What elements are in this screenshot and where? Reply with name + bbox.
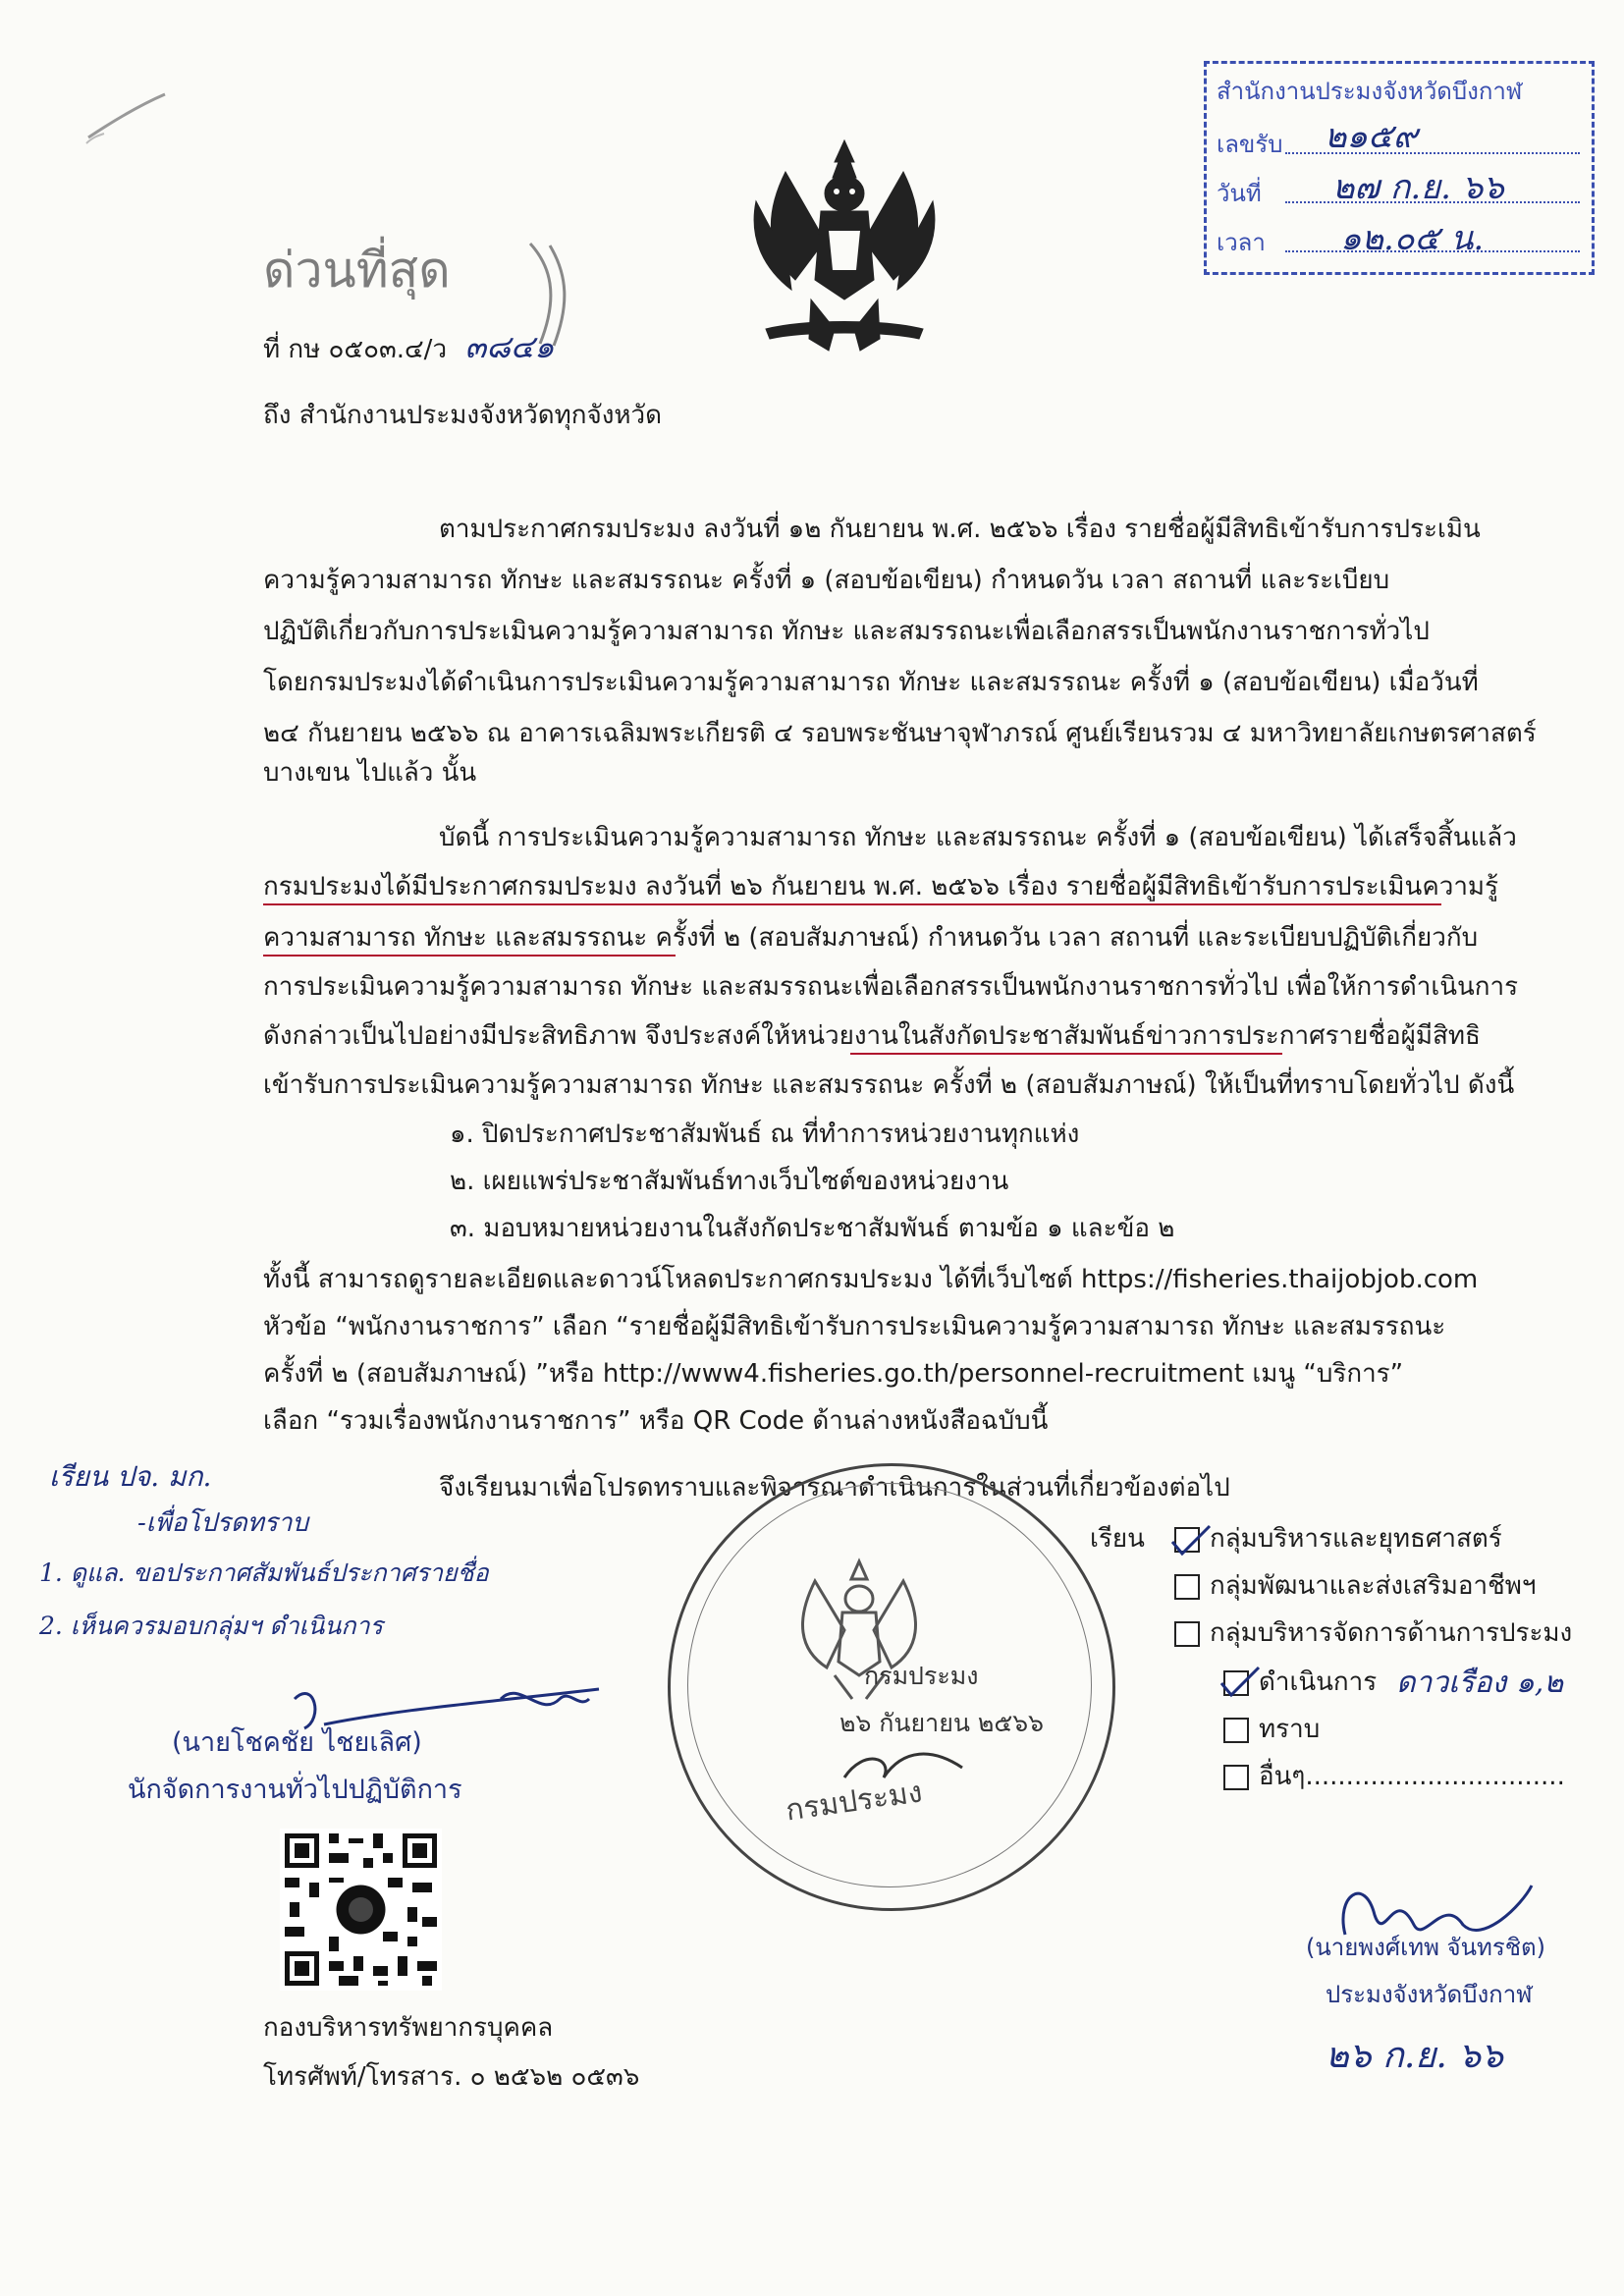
- para3-line-1: ทั้งนี้ สามารถดูรายละเอียดและดาวน์โหลดประกาศกรมประมง ได้ที่เว็บไซต์ https://fisheries.thaijobjob.com: [263, 1265, 1479, 1294]
- route-option-3[interactable]: กลุ่มบริหารจัดการด้านการประมง: [1174, 1618, 1572, 1648]
- para2-line-2: กรมประมงได้มีประกาศกรมประมง ลงวันที่ ๒๖ กันยายน พ.ศ. ๒๕๖๖ เรื่อง รายชื่อผู้มีสิทธิเข้ารับการประเมินความรู้: [263, 872, 1499, 902]
- note-line-4: 2. เห็นควรมอบกลุ่มฯ ดำเนินการ: [39, 1612, 383, 1640]
- check-mark-1: [1168, 1520, 1214, 1559]
- para3-line-4: เลือก “รวมเรื่องพนักงานราชการ” หรือ QR Code ด้านล่างหนังสือฉบับนี้: [263, 1406, 1049, 1436]
- para2-line-1: บัดนี้ การประเมินความรู้ความสามารถ ทักษะ และสมรรถนะ ครั้งที่ ๑ (สอบข้อเขียน) ได้เสร็จสิ้นแล้ว: [439, 823, 1517, 852]
- recipient: ถึง สำนักงานประมงจังหวัดทุกจังหวัด: [263, 401, 663, 430]
- route-option-6[interactable]: อื่นๆ................................: [1223, 1762, 1565, 1791]
- reference-handwritten-number: ๓๘๔๑: [464, 328, 555, 365]
- receipt-office: สำนักงานประมงจังหวัดบึงกาฬ: [1217, 78, 1523, 105]
- officer-position: นักจัดการงานทั่วไปปฏิบัติการ: [128, 1775, 462, 1805]
- para3-line-2: หัวข้อ “พนักงานราชการ” เลือก “รายชื่อผู้มีสิทธิเข้ารับการประเมินความรู้ความสามารถ ทักษะ และสมรรถนะ: [263, 1312, 1446, 1341]
- receipt-time-label: เวลา: [1217, 229, 1266, 256]
- note-line-1: เรียน ปจ. มก.: [49, 1460, 212, 1493]
- list-item-3: ๓. มอบหมายหน่วยงานในสังกัดประชาสัมพันธ์ ตามข้อ ๑ และข้อ ๒: [450, 1214, 1175, 1243]
- officer-name: (นายโชคชัย ไชยเลิศ): [172, 1727, 422, 1758]
- receipt-time-value: ๑๒.๐๕ น.: [1340, 219, 1485, 258]
- route-option-1[interactable]: กลุ่มบริหารและยุทธศาสตร์: [1174, 1524, 1502, 1554]
- qr-code: [280, 1829, 442, 1991]
- closing-sentence: จึงเรียนมาเพื่อโปรดทราบและพิจารณาดำเนินการในส่วนที่เกี่ยวข้องต่อไป: [439, 1473, 1230, 1503]
- para1-line-5: ๒๔ กันยายน ๒๕๖๖ ณ อาคารเฉลิมพระเกียรติ ๔ รอบพระชันษาจุฬาภรณ์ ศูนย์เรียนรวม ๔ มหาวิทยาลัยเกษตรศาสตร์: [263, 719, 1537, 748]
- underline-2: [263, 955, 676, 957]
- checkbox-icon[interactable]: [1174, 1574, 1200, 1600]
- footer-phone: โทรศัพท์/โทรสาร. ๐ ๒๕๖๒ ๐๕๓๖: [263, 2062, 640, 2092]
- staple-mark: [82, 88, 171, 147]
- para1-line-1: ตามประกาศกรมประมง ลงวันที่ ๑๒ กันยายน พ.ศ. ๒๕๖๖ เรื่อง รายชื่อผู้มีสิทธิเข้ารับการประเมิน: [439, 515, 1481, 544]
- receipt-number-label: เลขรับ: [1217, 131, 1283, 158]
- receipt-date-value: ๒๗ ก.ย. ๖๖: [1332, 168, 1504, 207]
- reference-number: [263, 328, 555, 365]
- underline-3: [850, 1053, 1282, 1055]
- checkbox-icon[interactable]: [1174, 1621, 1200, 1647]
- receipt-stamp: [1204, 61, 1595, 275]
- seal-date: ๒๖ กันยายน ๒๕๖๖: [839, 1709, 1045, 1737]
- approver-position: ประมงจังหวัดบึงกาฬ: [1326, 1981, 1533, 2008]
- para2-line-5: ดังกล่าวเป็นไปอย่างมีประสิทธิภาพ จึงประสงค์ให้หน่วยงานในสังกัดประชาสัมพันธ์ข่าวการประกาศรายชื่อผู้มีสิทธิ: [263, 1021, 1481, 1051]
- route-option-2[interactable]: กลุ่มพัฒนาและส่งเสริมอาชีพฯ: [1174, 1571, 1537, 1601]
- seal-garuda-icon: [776, 1552, 943, 1719]
- para1-line-2: ความรู้ความสามารถ ทักษะ และสมรรถนะ ครั้งที่ ๑ (สอบข้อเขียน) กำหนดวัน เวลา สถานที่ และระเบียบ: [263, 566, 1390, 595]
- approver-name: (นายพงศ์เทพ จันทรชิต): [1306, 1934, 1545, 1961]
- para3-line-3: ครั้งที่ ๒ (สอบสัมภาษณ์) ”หรือ http://www4.fisheries.go.th/personnel-recruitment เมนู “บริการ”: [263, 1359, 1404, 1389]
- list-item-1: ๑. ปิดประกาศประชาสัมพันธ์ ณ ที่ทำการหน่วยงานทุกแห่ง: [450, 1120, 1080, 1149]
- route-option-4[interactable]: ดำเนินการ: [1223, 1667, 1377, 1697]
- check-mark-2: [1218, 1662, 1263, 1701]
- footer-department: กองบริหารทรัพยากรบุคคล: [263, 2013, 554, 2043]
- urgency-label: ด่วนที่สุด: [263, 242, 451, 299]
- approver-date: ๒๖ ก.ย. ๖๖: [1326, 2036, 1503, 2076]
- note-line-3: 1. ดูแล. ขอประกาศสัมพันธ์ประกาศรายชื่อ: [39, 1558, 489, 1587]
- receipt-number-value: ๒๑๕๙: [1325, 117, 1418, 156]
- para2-line-3: ความสามารถ ทักษะ และสมรรถนะ ครั้งที่ ๒ (สอบสัมภาษณ์) กำหนดวัน เวลา สถานที่ และระเบียบปฏิบัติเกี่ยวกับ: [263, 923, 1479, 953]
- para1-line-4: โดยกรมประมงได้ดำเนินการประเมินความรู้ความสามารถ ทักษะ และสมรรถนะ ครั้งที่ ๑ (สอบข้อเขียน) เมื่อวันที่: [263, 668, 1479, 697]
- para1-line-3: ปฏิบัติเกี่ยวกับการประเมินความรู้ความสามารถ ทักษะ และสมรรถนะเพื่อเลือกสรรเป็นพนักงานราชการทั่วไป: [263, 617, 1430, 646]
- assign-note: ดาวเรือง ๑,๒: [1396, 1666, 1564, 1700]
- garuda-emblem: [727, 133, 962, 358]
- receipt-date-label: วันที่: [1217, 180, 1262, 207]
- para2-line-6: เข้ารับการประเมินความรู้ความสามารถ ทักษะ และสมรรถนะ ครั้งที่ ๒ (สอบสัมภาษณ์) ให้เป็นที่ทราบโดยทั่วไป ดังนี้: [263, 1070, 1515, 1100]
- seal-signature: [835, 1728, 972, 1797]
- seal-ring-text: กรมประมง: [784, 1775, 925, 1829]
- underline-1: [263, 903, 1441, 905]
- list-item-2: ๒. เผยแพร่ประชาสัมพันธ์ทางเว็บไซต์ของหน่วยงาน: [450, 1167, 1009, 1196]
- route-label: เรียน: [1090, 1524, 1145, 1554]
- route-option-5[interactable]: ทราบ: [1223, 1715, 1320, 1744]
- note-line-2: -เพื่อโปรดทราบ: [137, 1508, 308, 1538]
- para2-line-4: การประเมินความรู้ความสามารถ ทักษะ และสมรรถนะเพื่อเลือกสรรเป็นพนักงานราชการทั่วไป เพื่อให้การดำเนินการ: [263, 972, 1519, 1002]
- reference-label: ที่ กษ ๐๕๐๓.๔/ว: [263, 335, 448, 364]
- checkbox-icon[interactable]: [1223, 1718, 1249, 1743]
- officer-signature: [285, 1660, 609, 1738]
- checkbox-icon[interactable]: [1223, 1765, 1249, 1790]
- para1-line-6: บางเขน ไปแล้ว นั้น: [263, 758, 477, 788]
- seal-org: กรมประมง: [864, 1662, 979, 1690]
